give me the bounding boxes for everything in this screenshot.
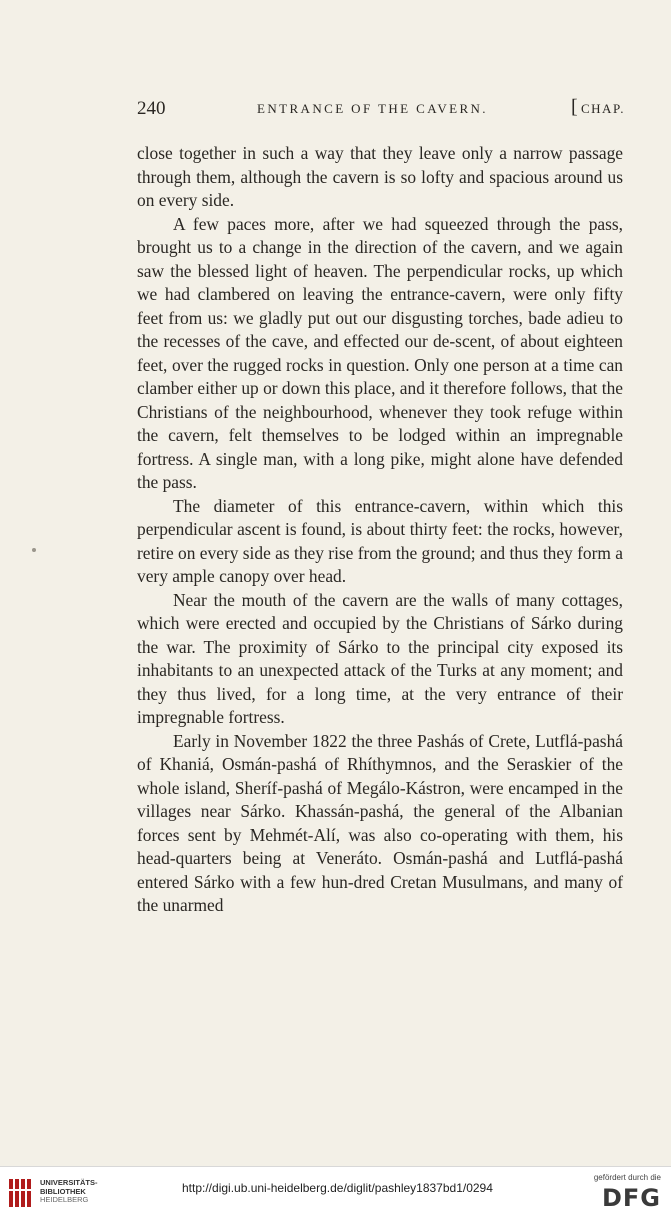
library-name: UNIVERSITÄTS- BIBLIOTHEK HEIDELBERG <box>40 1178 98 1204</box>
paragraph: The diameter of this entrance-cavern, within which this perpendicular ascent is found, is about thirty feet: the rocks, however, retire on every side as they rise from the ground; and thus they form a very ample canopy over head. <box>137 495 623 586</box>
paragraph: Near the mouth of the cavern are the walls of many cottages, which were erected and occupied by the Christians of Sárko during the war. The proximity of Sárko to the principal city exposed its inhabitants to an unexpected attack of the Turks at any moment; and they thus lived, for a long time, at the very entrance of their impregnable fortress. <box>137 589 623 727</box>
dfg-logo: DFG <box>601 1184 661 1212</box>
chapter-text: CHAP. <box>581 101 625 116</box>
digitization-footer <box>0 1166 671 1217</box>
running-title: ENTRANCE OF THE CAVERN. <box>257 101 488 116</box>
paragraph: close together in such a way that they leave only a narrow passage through them, although the cavern is so lofty and spacious around us on every side. <box>137 143 623 210</box>
permalink-url[interactable]: http://digi.ub.uni-heidelberg.de/diglit/pashley1837bd1/0294 <box>182 1181 493 1195</box>
paragraph: Early in November 1822 the three Pashás of Crete, Lutflá-pashá of Khaniá, Osmán-pashá of Rhíthymnos, and the Seraskier of the whole island, Sheríf-pashá of Megálo-Kástron, were encamped in the villages near Sárko. Khassán-pashá, the general of the Albanian forces sent by Mehmét-Alí, was also co-operating with them, his head-quarters being at Veneráto. Osmán-pashá and Lutflá-pashá entered Sárko with a few hun-dred Cretan Musulmans, and many of the unarmed <box>137 730 623 915</box>
funding-note: gefördert durch die <box>593 1173 661 1182</box>
running-header <box>137 98 625 124</box>
body-text <box>137 142 623 918</box>
margin-speck <box>32 548 36 552</box>
page-number: 240 <box>137 98 166 119</box>
chapter-label <box>571 96 625 118</box>
university-library-logo-icon <box>8 1177 36 1209</box>
paragraph: A few paces more, after we had squeezed through the pass, brought us to a change in the direction of the cavern, and we again saw the blessed light of heaven. The perpendicular rocks, up which we had clambered on leaving the entrance-cavern, were only fifty feet from us: we gladly put out our disgusting torches, bade adieu to the recesses of the cave, and effected our de-scent, of about eighteen feet, over the rugged rocks in question. Only one person at a time can clamber either up or down this place, and it therefore follows, that the Christians of the neighbourhood, whenever they took refuge within the cavern, felt themselves to be lodged within an impregnable fortress. A single man, with a long pike, might alone have defended the pass. <box>137 213 623 492</box>
chapter-bracket: [ <box>571 96 580 118</box>
